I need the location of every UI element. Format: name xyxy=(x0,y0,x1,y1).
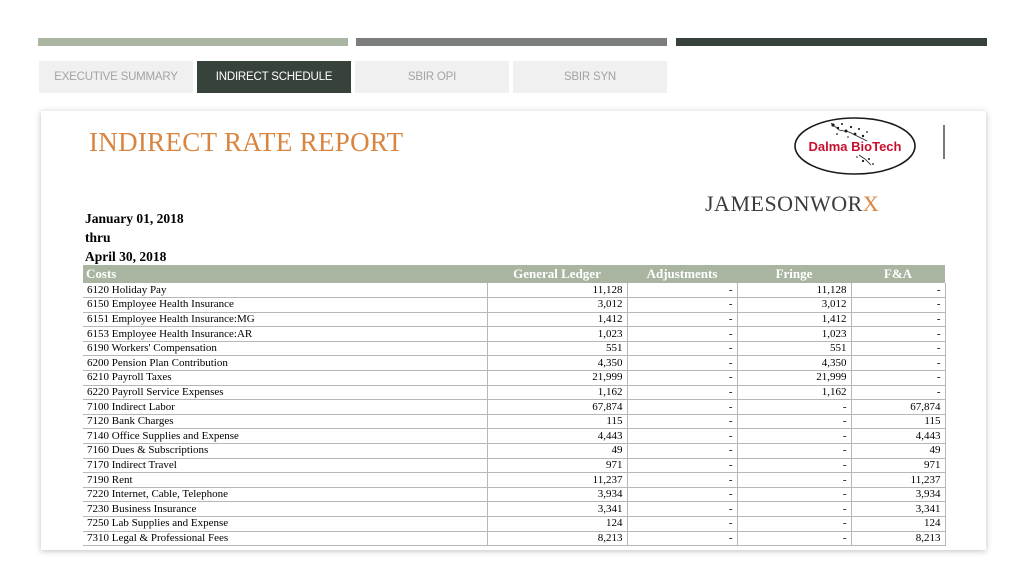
table-row xyxy=(83,458,945,473)
general-ledger-cell: 3,012 xyxy=(487,298,627,313)
accent-bar-3 xyxy=(676,38,987,46)
fringe-cell: 551 xyxy=(737,341,851,356)
general-ledger-cell: 8,213 xyxy=(487,531,627,546)
tab-sbir-syn[interactable]: SBIR SYN xyxy=(513,61,667,93)
table-row xyxy=(83,356,945,371)
column-header-fringe: Fringe xyxy=(737,265,851,283)
general-ledger-cell: 1,023 xyxy=(487,327,627,342)
cost-name-cell: 6120 Holiday Pay xyxy=(83,283,487,298)
general-ledger-cell: 1,162 xyxy=(487,385,627,400)
general-ledger-cell: 49 xyxy=(487,444,627,459)
table-row xyxy=(83,444,945,459)
fa-cell: 11,237 xyxy=(851,473,945,488)
table-row xyxy=(83,312,945,327)
adjustments-cell: - xyxy=(627,283,737,298)
cost-name-cell: 7120 Bank Charges xyxy=(83,414,487,429)
column-header-costs: Costs xyxy=(83,265,487,283)
fringe-cell: 1,023 xyxy=(737,327,851,342)
table-row xyxy=(83,327,945,342)
fa-cell: 67,874 xyxy=(851,400,945,415)
table-row xyxy=(83,341,945,356)
fa-cell: - xyxy=(851,327,945,342)
fringe-cell: 1,412 xyxy=(737,312,851,327)
fringe-cell: - xyxy=(737,502,851,517)
adjustments-cell: - xyxy=(627,371,737,386)
cost-name-cell: 7230 Business Insurance xyxy=(83,502,487,517)
adjustments-cell: - xyxy=(627,429,737,444)
general-ledger-cell: 3,934 xyxy=(487,487,627,502)
adjustments-cell: - xyxy=(627,414,737,429)
adjustments-cell: - xyxy=(627,385,737,400)
fringe-cell: - xyxy=(737,487,851,502)
dalma-biotech-logo xyxy=(793,115,917,177)
column-header-fa: F&A xyxy=(851,265,945,283)
report-title: INDIRECT RATE REPORT xyxy=(89,127,404,157)
fa-cell: 3,934 xyxy=(851,487,945,502)
fringe-cell: 4,350 xyxy=(737,356,851,371)
cost-table-body xyxy=(83,283,945,546)
adjustments-cell: - xyxy=(627,458,737,473)
company-logo-text: Dalma BioTech xyxy=(808,139,902,154)
cost-name-cell: 7170 Indirect Travel xyxy=(83,458,487,473)
general-ledger-cell: 115 xyxy=(487,414,627,429)
table-row xyxy=(83,487,945,502)
general-ledger-cell: 67,874 xyxy=(487,400,627,415)
table-row xyxy=(83,283,945,298)
fa-cell: - xyxy=(851,341,945,356)
table-row xyxy=(83,385,945,400)
general-ledger-cell: 1,412 xyxy=(487,312,627,327)
cost-name-cell: 7160 Dues & Subscriptions xyxy=(83,444,487,459)
partner-logo-accent: X xyxy=(862,191,879,216)
cost-name-cell: 7140 Office Supplies and Expense xyxy=(83,429,487,444)
adjustments-cell: - xyxy=(627,517,737,532)
general-ledger-cell: 21,999 xyxy=(487,371,627,386)
adjustments-cell: - xyxy=(627,502,737,517)
adjustments-cell: - xyxy=(627,327,737,342)
accent-bar-2 xyxy=(356,38,667,46)
fringe-cell: 11,128 xyxy=(737,283,851,298)
fa-cell: 8,213 xyxy=(851,531,945,546)
adjustments-cell: - xyxy=(627,312,737,327)
fa-cell: - xyxy=(851,298,945,313)
general-ledger-cell: 4,443 xyxy=(487,429,627,444)
jamesonworx-logo xyxy=(705,191,879,217)
partner-logo-main: JAMESONWOR xyxy=(705,191,863,216)
adjustments-cell: - xyxy=(627,473,737,488)
tab-sbir-opi[interactable]: SBIR OPI xyxy=(355,61,509,93)
report-period xyxy=(85,209,184,266)
cost-name-cell: 6150 Employee Health Insurance xyxy=(83,298,487,313)
adjustments-cell: - xyxy=(627,531,737,546)
fringe-cell: 1,162 xyxy=(737,385,851,400)
fringe-cell: - xyxy=(737,444,851,459)
general-ledger-cell: 11,128 xyxy=(487,283,627,298)
fa-cell: - xyxy=(851,283,945,298)
cost-name-cell: 7100 Indirect Labor xyxy=(83,400,487,415)
general-ledger-cell: 4,350 xyxy=(487,356,627,371)
fa-cell: 124 xyxy=(851,517,945,532)
adjustments-cell: - xyxy=(627,400,737,415)
cost-name-cell: 7220 Internet, Cable, Telephone xyxy=(83,487,487,502)
fa-cell: - xyxy=(851,312,945,327)
general-ledger-cell: 551 xyxy=(487,341,627,356)
column-header-general-ledger: General Ledger xyxy=(487,265,627,283)
cost-name-cell: 6210 Payroll Taxes xyxy=(83,371,487,386)
fa-cell: 4,443 xyxy=(851,429,945,444)
period-end: April 30, 2018 xyxy=(85,249,167,264)
fa-cell: - xyxy=(851,385,945,400)
table-row xyxy=(83,473,945,488)
cost-name-cell: 7190 Rent xyxy=(83,473,487,488)
adjustments-cell: - xyxy=(627,444,737,459)
fringe-cell: - xyxy=(737,400,851,415)
table-row xyxy=(83,517,945,532)
cost-name-cell: 6151 Employee Health Insurance:MG xyxy=(83,312,487,327)
tab-executive-summary[interactable]: EXECUTIVE SUMMARY xyxy=(39,61,193,93)
tab-indirect-schedule[interactable]: INDIRECT SCHEDULE xyxy=(197,61,351,93)
accent-bar-1 xyxy=(38,38,348,46)
general-ledger-cell: 3,341 xyxy=(487,502,627,517)
fa-cell: 971 xyxy=(851,458,945,473)
fringe-cell: 21,999 xyxy=(737,371,851,386)
adjustments-cell: - xyxy=(627,298,737,313)
report-panel xyxy=(41,111,986,550)
cost-name-cell: 6190 Workers' Compensation xyxy=(83,341,487,356)
general-ledger-cell: 124 xyxy=(487,517,627,532)
table-row xyxy=(83,371,945,386)
cost-name-cell: 6200 Pension Plan Contribution xyxy=(83,356,487,371)
fringe-cell: - xyxy=(737,531,851,546)
adjustments-cell: - xyxy=(627,487,737,502)
general-ledger-cell: 11,237 xyxy=(487,473,627,488)
cost-name-cell: 7310 Legal & Professional Fees xyxy=(83,531,487,546)
fringe-cell: - xyxy=(737,473,851,488)
cost-table xyxy=(83,265,946,546)
fa-cell: 115 xyxy=(851,414,945,429)
adjustments-cell: - xyxy=(627,356,737,371)
fringe-cell: 3,012 xyxy=(737,298,851,313)
fringe-cell: - xyxy=(737,414,851,429)
table-row xyxy=(83,414,945,429)
table-row xyxy=(83,429,945,444)
fa-cell: 3,341 xyxy=(851,502,945,517)
table-row xyxy=(83,531,945,546)
fringe-cell: - xyxy=(737,517,851,532)
column-header-adjustments: Adjustments xyxy=(627,265,737,283)
fa-cell: 49 xyxy=(851,444,945,459)
general-ledger-cell: 971 xyxy=(487,458,627,473)
period-thru: thru xyxy=(85,230,111,245)
table-row xyxy=(83,502,945,517)
logo-divider xyxy=(943,125,945,159)
fa-cell: - xyxy=(851,356,945,371)
table-header-row xyxy=(83,265,945,283)
cost-name-cell: 6153 Employee Health Insurance:AR xyxy=(83,327,487,342)
period-start: January 01, 2018 xyxy=(85,211,184,226)
table-row xyxy=(83,298,945,313)
table-row xyxy=(83,400,945,415)
adjustments-cell: - xyxy=(627,341,737,356)
fringe-cell: - xyxy=(737,458,851,473)
fringe-cell: - xyxy=(737,429,851,444)
cost-name-cell: 6220 Payroll Service Expenses xyxy=(83,385,487,400)
cost-name-cell: 7250 Lab Supplies and Expense xyxy=(83,517,487,532)
fa-cell: - xyxy=(851,371,945,386)
